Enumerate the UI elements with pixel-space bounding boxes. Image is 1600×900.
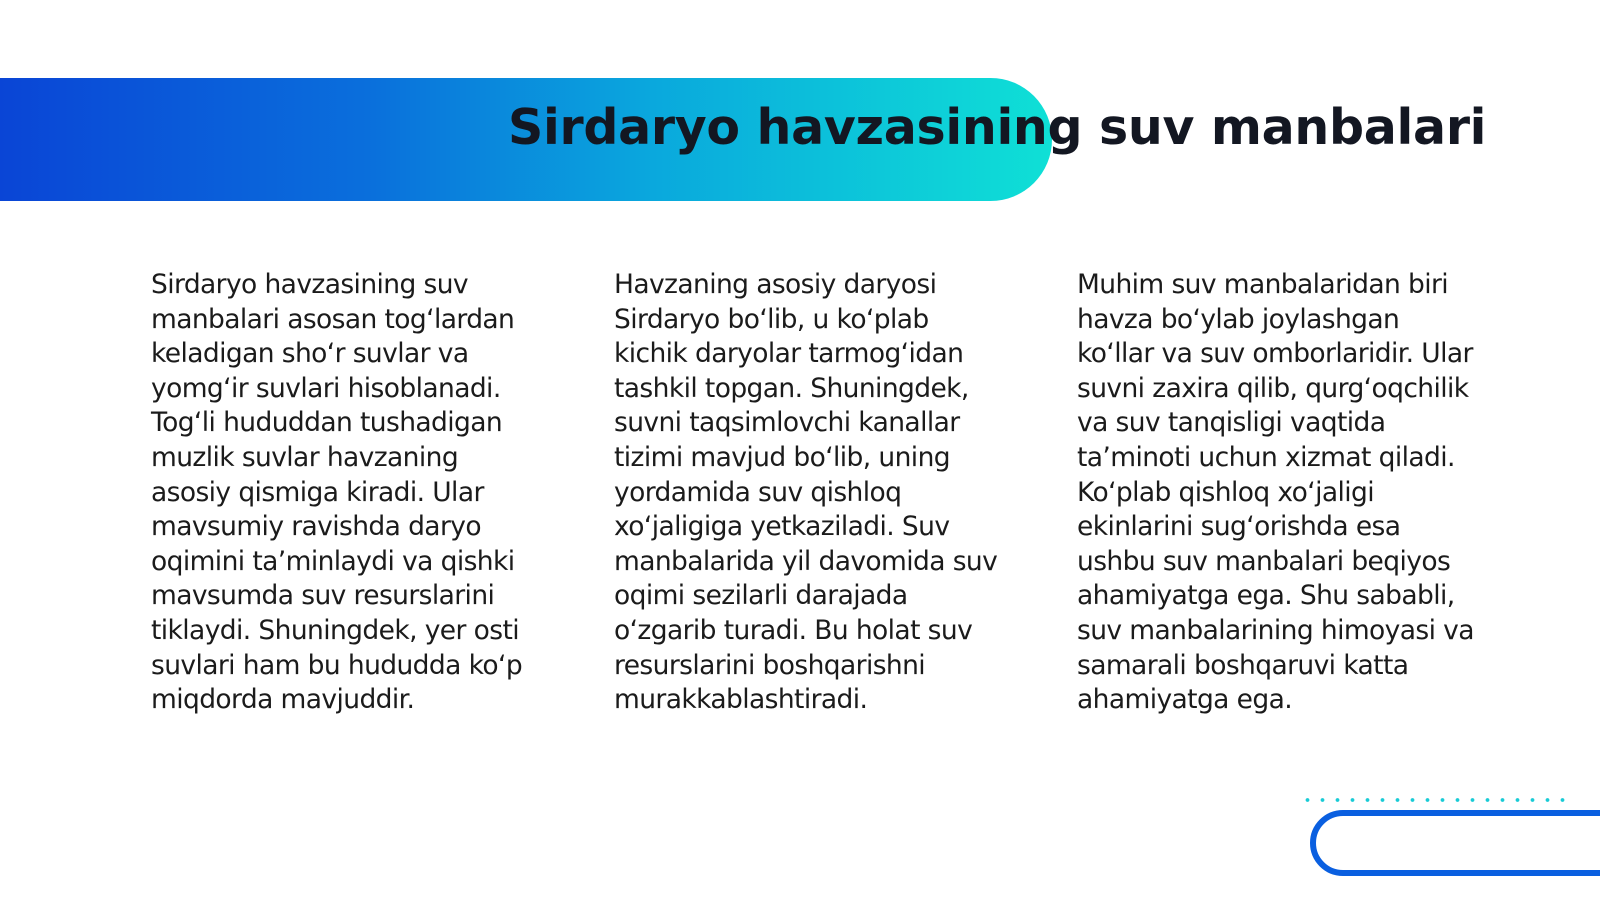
decorative-pill-outline <box>1310 810 1600 876</box>
decorative-dot-line <box>1300 797 1570 803</box>
text-column-1: Sirdaryo havzasining suv manbalari asosan tog‘lardan keladigan sho‘r suvlar va yomg‘ir suvlari hisoblanadi. Tog‘li hududdan tushadigan muzlik suvlar havzaning asosiy qismiga kiradi. Ular mavsumiy ravishda daryo oqimini ta’minlaydi va qishki mavsumda suv resurslarini tiklaydi. Shuningdek, yer osti suvlari ham bu hududda ko‘p miqdorda mavjuddir. <box>151 269 523 716</box>
text-column-2: Havzaning asosiy daryosi Sirdaryo bo‘lib, u ko‘plab kichik daryolar tarmog‘idan tashkil topgan. Shuningdek, suvni taqsimlovchi kanallar tizimi mavjud bo‘lib, uning yordamida suv qishloq xo‘jaligiga yetkaziladi. Suv manbalarida yil davomida suv oqimi sezilarli darajada o‘zgarib turadi. Bu holat suv resurslarini boshqarishni murakkablashtiradi. <box>614 269 998 716</box>
slide-title: Sirdaryo havzasining suv manbalari <box>508 99 1487 156</box>
text-column-3: Muhim suv manbalaridan biri havza bo‘ylab joylashgan ko‘llar va suv omborlaridir. Ular suvni zaxira qilib, qurg‘oqchilik va suv tanqisligi vaqtida ta’minoti uchun xizmat qiladi. Ko‘plab qishloq xo‘jaligi ekinlarini sug‘orishda esa ushbu suv manbalari beqiyos ahamiyatga ega. Shu sababli, suv manbalarining himoyasi va samarali boshqaruvi katta ahamiyatga ega. <box>1077 269 1474 716</box>
